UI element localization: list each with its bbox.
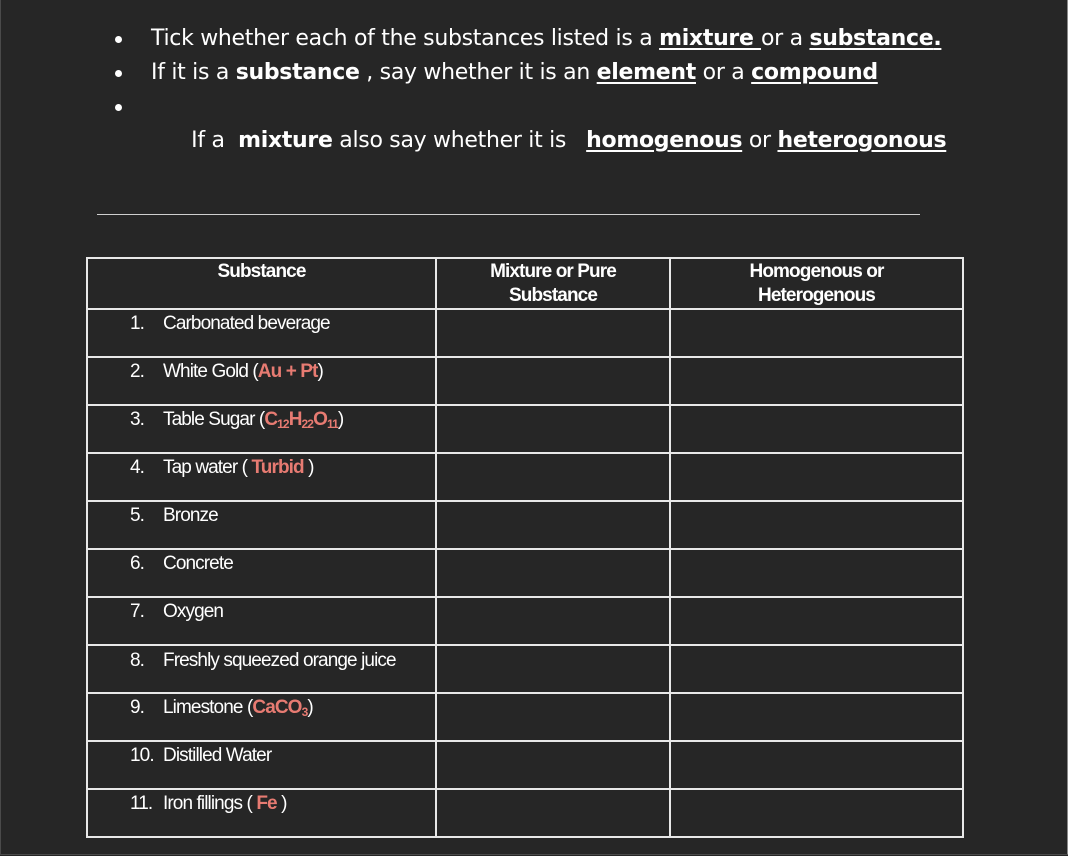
keyword-heterogonous: heterogonous [777,128,947,153]
cell-mixture-or-pure[interactable] [436,405,670,453]
cell-mixture-or-pure[interactable] [436,501,670,549]
label-text: Table Sugar ( [163,409,265,430]
item-label [131,697,435,723]
header-mixture-or-pure [436,258,670,309]
item-number: 4. [130,457,145,478]
cell-substance [87,741,436,789]
table-row [87,789,963,837]
item-label [131,649,435,672]
label-text: Distilled Water [163,745,272,766]
label-text: ) [307,697,313,718]
cell-substance [87,501,436,549]
keyword-element: element [596,60,696,85]
substance-item [88,742,435,767]
cell-homogenous-or-heterogenous[interactable] [670,357,963,405]
cell-mixture-or-pure[interactable] [436,789,670,837]
item-number: 8. [130,650,145,671]
label-text: ) [337,409,344,430]
label-text: Freshly squeezed orange juice [163,650,396,671]
substance-item [88,406,435,435]
text-run: , say whether it is an [359,60,597,85]
table-row [87,405,963,453]
label-text: ) [317,361,323,382]
cell-homogenous-or-heterogenous[interactable] [670,693,963,741]
table-row [87,693,963,741]
item-number: 9. [130,697,145,718]
text-run: or a [695,60,752,85]
instruction-text-1 [151,26,941,51]
instruction-text-2 [151,60,878,85]
instruction-line-1 [115,22,946,56]
substance-item [88,454,435,479]
item-number: 3. [130,409,145,430]
cell-substance [87,693,436,741]
formula-text: 11 [326,417,338,431]
label-text: Bronze [163,505,218,526]
substance-item [88,550,435,575]
item-number: 7. [130,601,145,622]
keyword-mixture: mixture [238,128,333,153]
instruction-line-2 [115,56,946,90]
label-text: Iron fillings ( [163,793,257,814]
item-number: 2. [130,361,145,382]
cell-homogenous-or-heterogenous[interactable] [670,645,963,693]
substance-item [88,790,435,815]
table-row [87,357,963,405]
substance-item [88,358,435,383]
formula-text: H [288,409,302,430]
cell-mixture-or-pure[interactable] [436,741,670,789]
formula-text: 22 [301,417,314,431]
text-run: also say whether it is [332,128,587,153]
text-run: Tick whether each of the substances listed is a [151,26,660,51]
item-label [131,601,435,623]
label-text: Concrete [163,553,233,574]
header-mixture-line1: Mixture or Pure [490,261,616,282]
cell-substance [87,453,436,501]
formula-text: O [313,409,327,430]
cell-substance [87,309,436,357]
keyword-substance: substance [235,60,360,85]
header-mixture-line2: Substance [509,285,597,306]
cell-mixture-or-pure[interactable] [436,549,670,597]
substance-item [88,646,435,672]
item-number: 6. [130,553,145,574]
substance-item [88,694,435,723]
table-body [87,309,963,837]
item-label [131,457,435,479]
cell-homogenous-or-heterogenous[interactable] [670,453,963,501]
item-label [131,553,435,575]
cell-substance [87,597,436,645]
header-homog-line1: Homogenous or [749,261,884,282]
formula-text: Au + Pt [257,361,318,382]
cell-substance [87,645,436,693]
cell-homogenous-or-heterogenous[interactable] [670,549,963,597]
item-number: 1. [130,313,145,334]
bullet-icon [115,104,122,111]
bullet-icon [115,36,122,43]
cell-homogenous-or-heterogenous[interactable] [670,789,963,837]
text-run: or [742,128,778,153]
table-row [87,597,963,645]
text-run: or a [760,26,810,51]
cell-mixture-or-pure[interactable] [436,645,670,693]
cell-substance [87,405,436,453]
formula-text: 3 [301,705,308,719]
text-run: If a [191,128,239,153]
keyword-substance: substance [809,26,934,51]
item-label [131,745,435,767]
table-row [87,549,963,597]
instruction-list [115,22,946,192]
cell-homogenous-or-heterogenous[interactable] [670,501,963,549]
table-row [87,309,963,357]
item-label [131,409,435,435]
table-row [87,741,963,789]
item-label [131,793,435,815]
formula-text: CaCO [252,697,302,718]
cell-substance [87,357,436,405]
cell-mixture-or-pure[interactable] [436,597,670,645]
cell-homogenous-or-heterogenous[interactable] [670,597,963,645]
cell-substance [87,549,436,597]
item-label [131,313,435,335]
keyword-compound: compound [751,60,878,85]
instruction-text-3 [151,128,946,187]
item-label [131,505,435,527]
substance-item [88,502,435,527]
period: . [933,26,942,51]
text-run: If it is a [151,60,236,85]
formula-text: C [264,409,278,430]
label-text: Carbonated beverage [163,313,330,334]
cell-homogenous-or-heterogenous[interactable] [670,741,963,789]
item-number: 11. [130,793,153,814]
item-label [131,361,435,383]
label-text: Tap water ( [163,457,252,478]
formula-text: Fe [256,793,277,814]
cell-mixture-or-pure[interactable] [436,453,670,501]
label-text: Limestone ( [163,697,253,718]
cell-substance [87,789,436,837]
keyword-homogenous: homogenous [586,128,743,153]
label-text: White Gold ( [163,361,258,382]
table-row [87,501,963,549]
header-substance-label: Substance [217,261,306,282]
formula-text: 12 [277,417,289,431]
instruction-line-3 [115,90,946,192]
bullet-icon [115,70,122,77]
label-text: ) [303,457,314,478]
cell-mixture-or-pure[interactable] [436,309,670,357]
keyword-mixture: mixture [659,26,761,51]
label-text: ) [276,793,287,814]
table-header-row [87,258,963,309]
header-homogenous-or-heterogenous [670,258,963,309]
item-number: 5. [130,505,145,526]
table-row [87,645,963,693]
cell-mixture-or-pure[interactable] [436,693,670,741]
table-row [87,453,963,501]
substance-item [88,310,435,335]
divider-line [97,214,920,215]
header-homog-line2: Heterogenous [758,285,875,306]
cell-mixture-or-pure[interactable] [436,357,670,405]
item-number: 10. [130,745,154,766]
header-substance [87,258,436,309]
substance-item [88,598,435,623]
cell-homogenous-or-heterogenous[interactable] [670,405,963,453]
classification-table [86,257,964,838]
label-text: Oxygen [163,601,224,622]
cell-homogenous-or-heterogenous[interactable] [670,309,963,357]
formula-text: Turbid [251,457,304,478]
